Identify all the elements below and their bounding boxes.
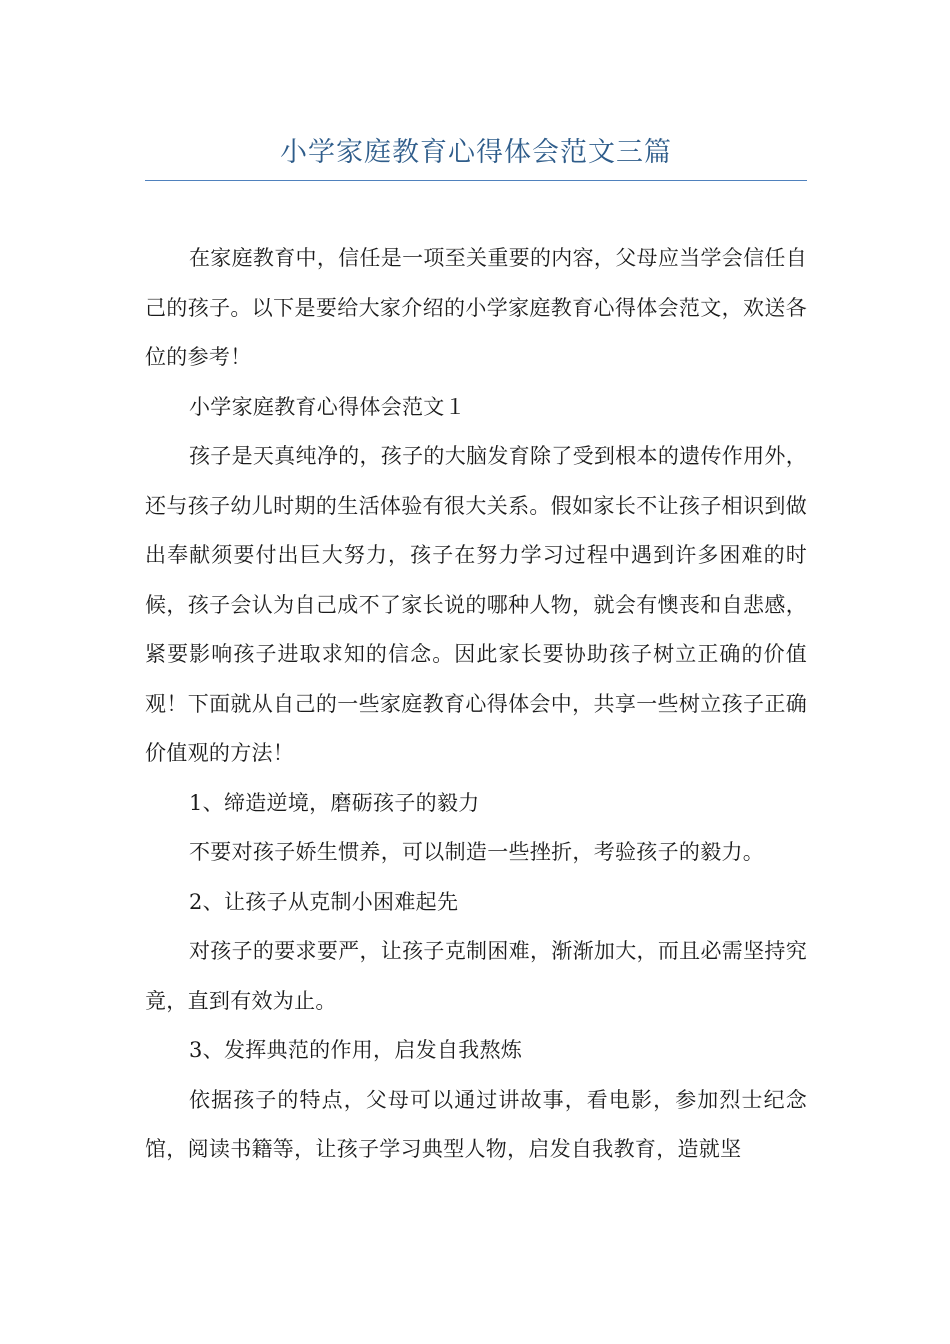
intro-paragraph: 在家庭教育中，信任是一项至关重要的内容，父母应当学会信任自己的孩子。以下是要给大家介绍的小学家庭教育心得体会范文，欢送各位的参考！ [145, 246, 807, 369]
body-paragraph: 不要对孩子娇生惯养，可以制造一些挫折，考验孩子的毅力。 [189, 840, 765, 864]
body-paragraph: 依据孩子的特点，父母可以通过讲故事，看电影，参加烈士纪念馆，阅读书籍等，让孩子学习典型人物，启发自我教育，造就坚 [145, 1087, 807, 1161]
document-title: 小学家庭教育心得体会范文三篇 [280, 137, 672, 168]
point-heading-1: 1、缔造逆境，磨砺孩子的毅力 [189, 790, 480, 815]
title-underline [145, 180, 807, 181]
point-heading-3: 3、发挥典范的作用，启发自我熬炼 [189, 1038, 523, 1062]
point-heading-2: 2、让孩子从克制小困难起先 [189, 889, 459, 914]
body-paragraph: 对孩子的要求要严，让孩子克制困难，渐渐加大，而且必需坚持究竟，直到有效为止。 [145, 939, 807, 1013]
document-body [145, 234, 807, 1175]
body-paragraph: 孩子是天真纯净的，孩子的大脑发育除了受到根本的遗传作用外，还与孩子幼儿时期的生活体验有很大关系。假如家长不让孩子相识到做出奉献须要付出巨大努力，孩子在努力学习过程中遇到许多困难的时候，孩子会认为自己成不了家长说的哪种人物，就会有懊丧和自悲感，紧要影响孩子进取求知的信念。因此家长要协助孩子树立正确的价值观！下面就从自己的一些家庭教育心得体会中，共享一些树立孩子正确价值观的方法！ [145, 444, 807, 765]
section-heading-1: 小学家庭教育心得体会范文１ [189, 394, 466, 419]
